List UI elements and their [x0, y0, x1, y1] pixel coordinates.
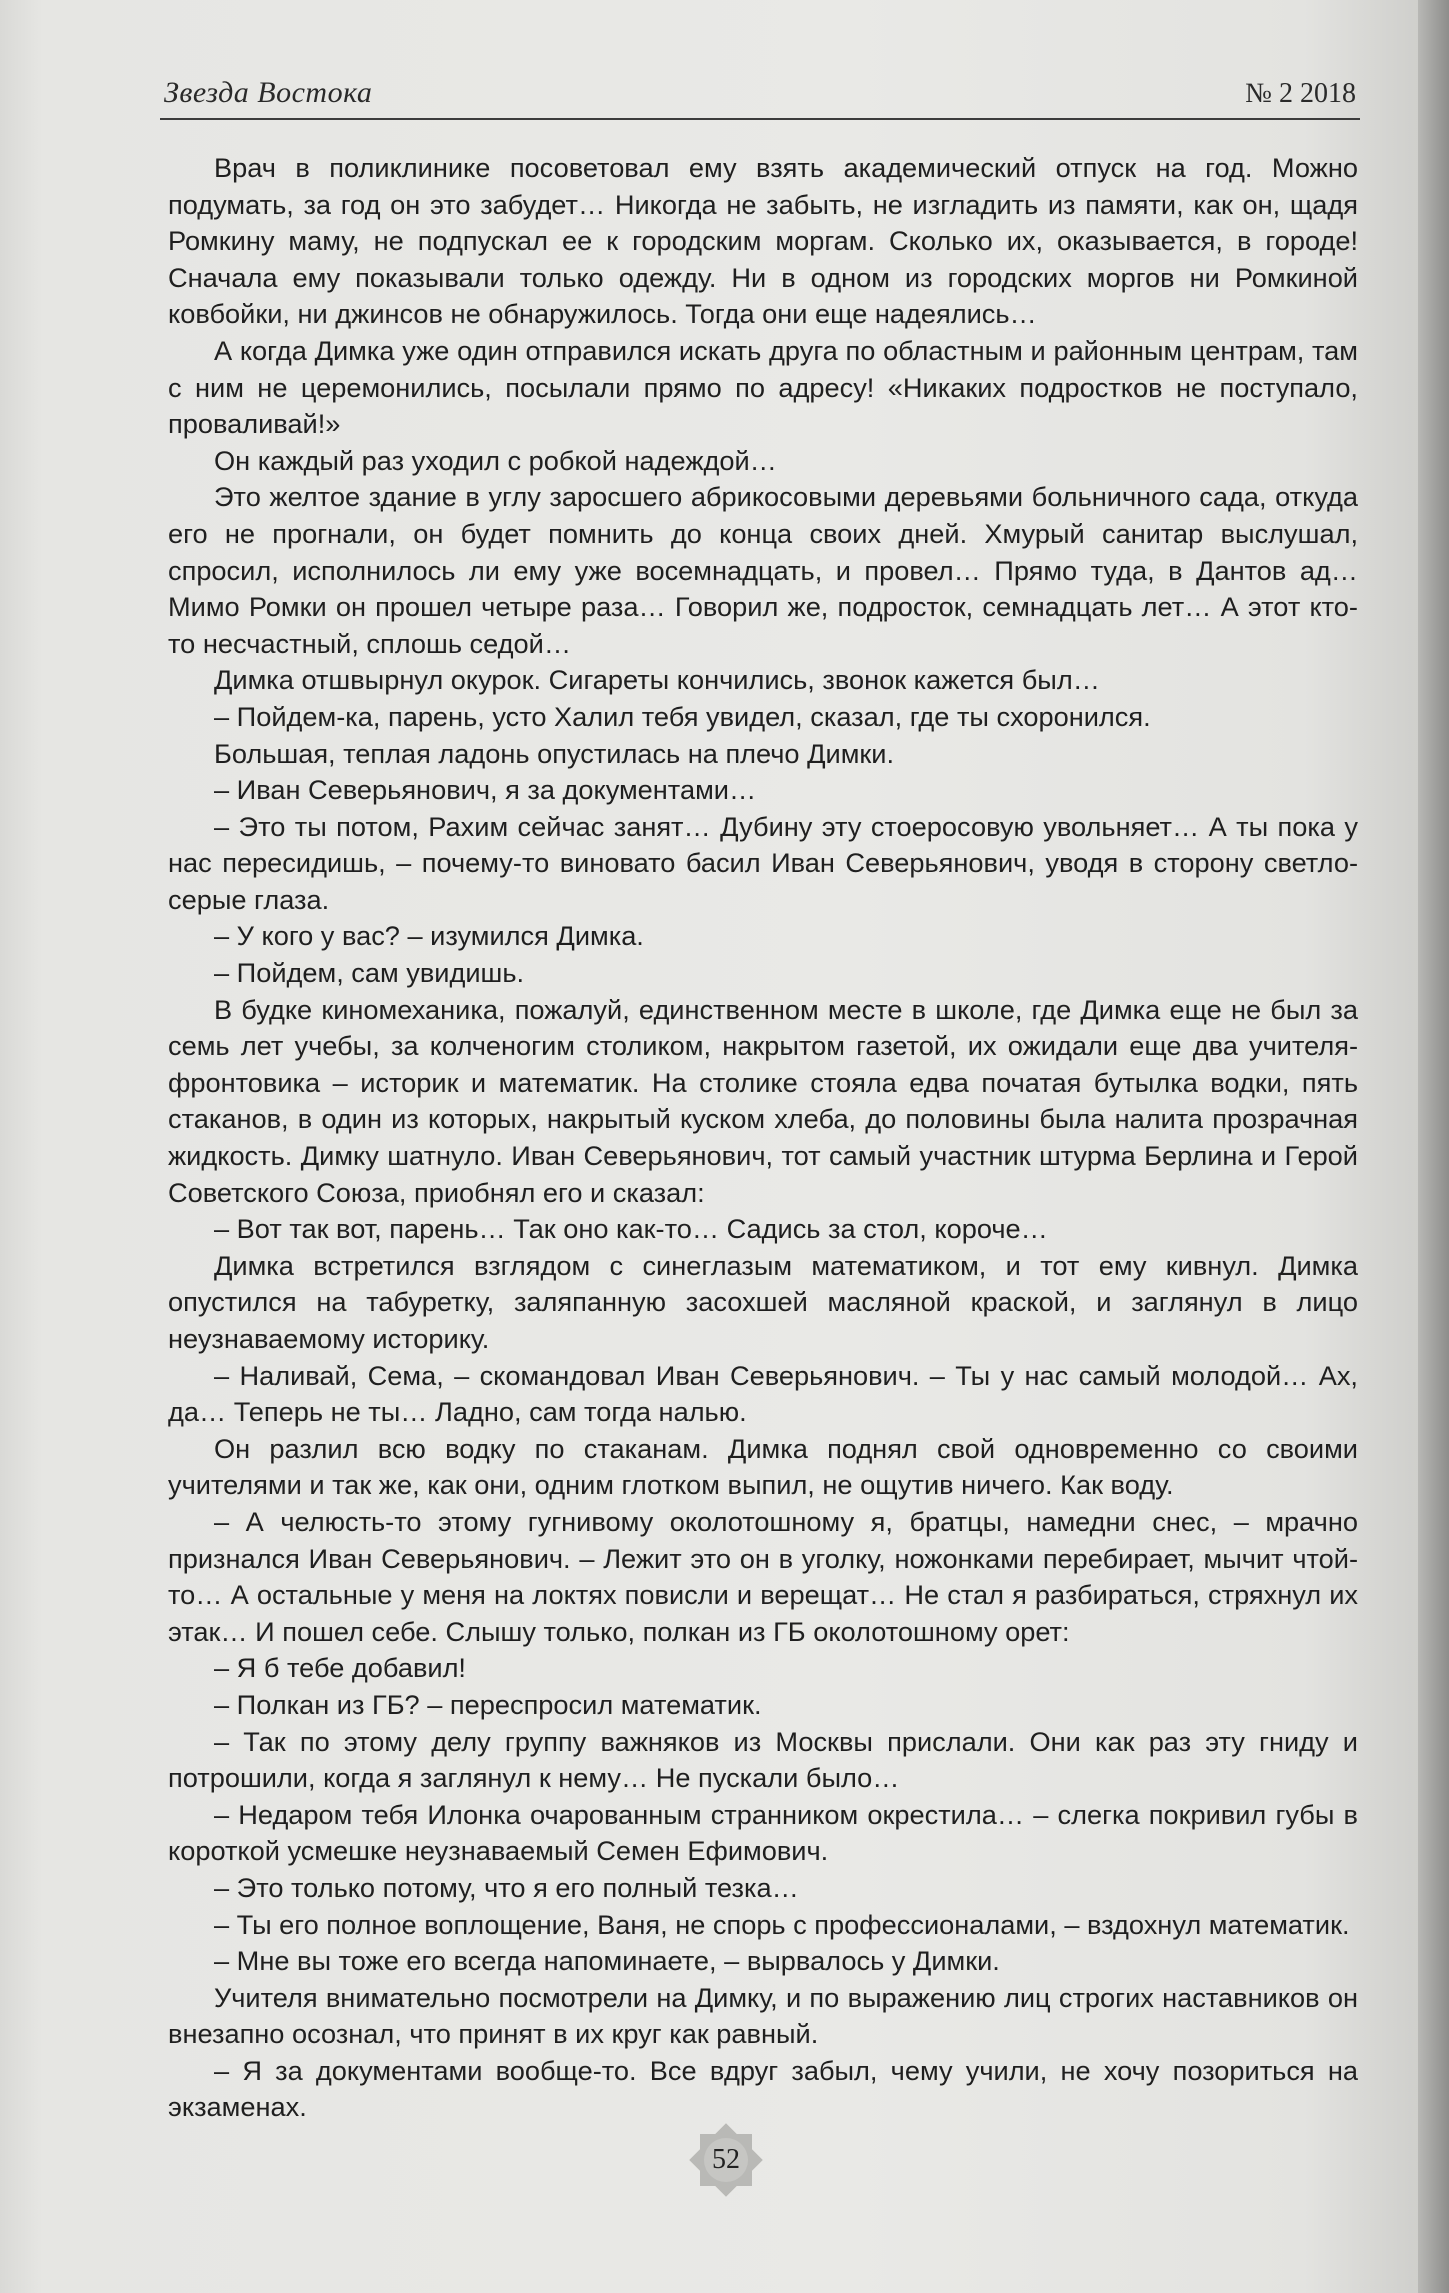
paragraph: – Иван Северьянович, я за документами…	[214, 774, 757, 806]
paragraph: – Вот так вот, парень… Так оно как-то… Садись за стол, короче…	[214, 1213, 1048, 1245]
paragraph: – Это ты потом, Рахим сейчас занят… Дубину эту стоеросовую увольняет… А ты пока у нас пересидишь, – почему-то виновато басил Иван Северьянович, уводя в сторону светло-серые глаза.	[168, 810, 1358, 915]
paragraph: А когда Димка уже один отправился искать друга по областным и районным центрам, там с ним не церемонились, посылали прямо по адресу! «Никаких подростков не поступало, проваливай!»	[168, 334, 1358, 440]
paragraph: В будке киномеханика, пожалуй, единственном месте в школе, где Димка еще не был за семь лет учебы, за колченогим столиком, накрытом газетой, их ожидали еще два учителя-фронтовика – историк и математик. На столике стояла едва початая бутылка водки, пять стаканов, в один из которых, накрытый куском хлеба, до половины была налита прозрачная жидкость. Димку шатнуло. Иван Северьянович, тот самый участник штурма Берлина и Герой Советского Союза, приобнял его и сказал:	[168, 993, 1358, 1208]
paragraph: Это желтое здание в углу заросшего абрикосовыми деревьями больничного сада, откуда его не прогнали, он будет помнить до конца своих дней. Хмурый санитар выслушал, спросил, исполнилось ли ему уже восемнадцать, и провел… Прямо туда, в Дантов ад… Мимо Ромки он прошел четыре раза… Говорил же, подросток, семнадцать лет… А этот кто-то несчастный, сплошь седой…	[168, 481, 1358, 659]
paragraph: – Ты его полное воплощение, Ваня, не спорь с профессионалами, – вздохнул математик.	[214, 1908, 1350, 1940]
issue-number: № 2 2018	[1245, 78, 1356, 109]
running-header	[160, 72, 1360, 120]
paragraph: Врач в поликлинике посоветовал ему взять академический отпуск на год. Можно подумать, за год он это забудет… Никогда не забыть, не изгладить из памяти, как он, щадя Ромкину маму, не подпускал ее к городским моргам. Сколько их, оказывается, в городе! Сначала ему показывали только одежду. Ни в одном из городских моргов ни Ромкиной ковбойки, ни джинсов не обнаружилось. Тогда они еще надеялись…	[168, 152, 1358, 330]
page-number: 52	[712, 2144, 740, 2175]
paragraph: – У кого у вас? – изумился Димка.	[214, 920, 644, 952]
paragraph: – Мне вы тоже его всегда напоминаете, – вырвалось у Димки.	[214, 1945, 1000, 1977]
journal-title: Звезда Востока	[164, 76, 373, 109]
paragraph: Димка отшвырнул окурок. Сигареты кончились, звонок кажется был…	[214, 664, 1100, 696]
paragraph: Димка встретился взглядом с синеглазым математиком, и тот ему кивнул. Димка опустился на табуретку, заляпанную засохшей масляной краской, и заглянул в лицо неузнаваемому историку.	[168, 1249, 1358, 1354]
paragraph: – Полкан из ГБ? – переспросил математик.	[214, 1688, 762, 1720]
paragraph: Учителя внимательно посмотрели на Димку, и по выражению лиц строгих наставников он внезапно осознал, что принят в их круг как равный.	[168, 1981, 1358, 2050]
paragraph: – Наливай, Сема, – скомандовал Иван Северьянович. – Ты у нас самый молодой… Ах, да… Теперь не ты… Ладно, сам тогда налью.	[168, 1359, 1358, 1428]
page-edge	[1418, 0, 1449, 2293]
paragraph: – Так по этому делу группу важняков из Москвы прислали. Они как раз эту гниду и потрошили, когда я заглянул к нему… Не пускали было…	[168, 1725, 1358, 1794]
paragraph: – Пойдем, сам увидишь.	[214, 957, 525, 989]
paragraph: – Недаром тебя Илонка очарованным странником окрестила… – слегка покривил губы в короткой усмешке неузнаваемый Семен Ефимович.	[168, 1798, 1358, 1867]
paragraph: – А челюсть-то этому гугнивому околотошному я, братцы, намедни снес, – мрачно признался Иван Северьянович. – Лежит это он в уголку, ножонками перебирает, мычит чтой-то… А остальные у меня на локтях повисли и верещат… Не стал я разбираться, стряхнул их этак… И пошел себе. Слышу только, полкан из ГБ околотошному орет:	[168, 1505, 1358, 1647]
paragraph: – Я б тебе добавил!	[214, 1652, 466, 1684]
body-text	[168, 150, 1358, 2126]
paragraph: – Я за документами вообще-то. Все вдруг забыл, чему учили, не хочу позориться на экзаменах.	[168, 2054, 1358, 2123]
paragraph: Большая, теплая ладонь опустилась на плечо Димки.	[214, 737, 895, 769]
paragraph: – Пойдем-ка, парень, усто Халил тебя увидел, сказал, где ты схоронился.	[214, 700, 1151, 732]
page-number-ornament	[686, 2120, 766, 2200]
paragraph: – Это только потому, что я его полный тезка…	[214, 1871, 799, 1903]
paragraph: Он разлил всю водку по стаканам. Димка поднял свой одновременно со своими учителями и так же, как они, одним глотком выпил, не ощутив ничего. Как воду.	[168, 1432, 1358, 1501]
paragraph: Он каждый раз уходил с робкой надеждой…	[214, 444, 777, 476]
